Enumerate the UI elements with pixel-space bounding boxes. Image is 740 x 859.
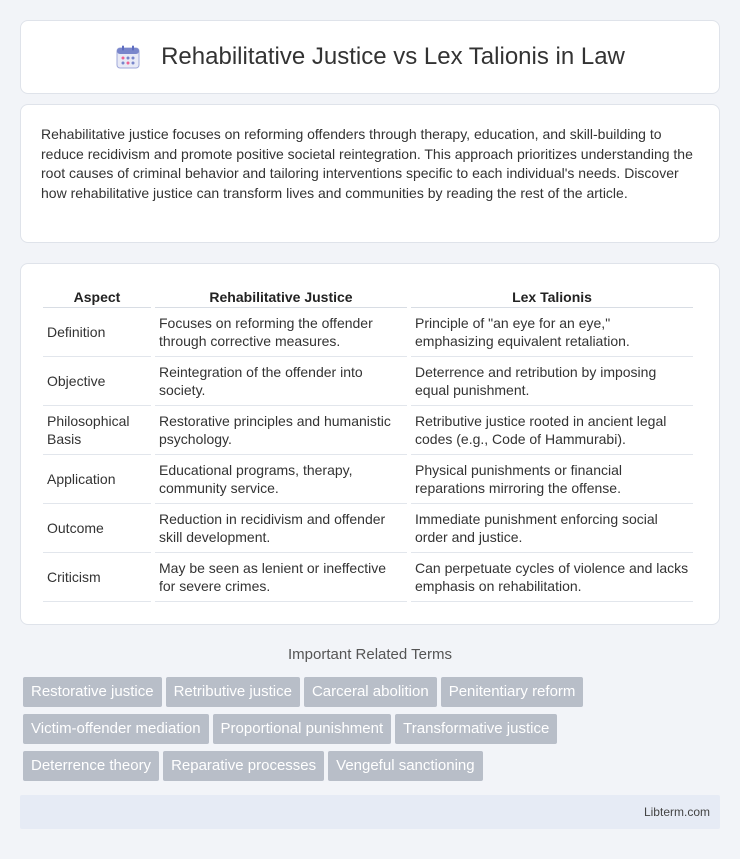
- related-terms-title: Important Related Terms: [288, 646, 452, 663]
- table-row: [43, 504, 693, 553]
- row-lex-talionis: Principle of "an eye for an eye," emphasizing equivalent retaliation.: [411, 308, 693, 357]
- header-aspect: Aspect: [43, 284, 151, 308]
- related-term-tag[interactable]: Penitentiary reform: [441, 677, 584, 707]
- row-rehabilitative: Reduction in recidivism and offender skill development.: [155, 504, 407, 553]
- row-rehabilitative: Focuses on reforming the offender through corrective measures.: [155, 308, 407, 357]
- footer-site-link[interactable]: Libterm.com: [643, 805, 710, 819]
- page-title: Rehabilitative Justice vs Lex Talionis in Law: [161, 43, 625, 70]
- row-rehabilitative: Restorative principles and humanistic psychology.: [155, 406, 407, 455]
- row-lex-talionis: Deterrence and retribution by imposing equal punishment.: [411, 357, 693, 406]
- intro-card: [20, 104, 720, 243]
- related-term-tag[interactable]: Retributive justice: [166, 677, 300, 707]
- row-aspect: Philosophical Basis: [43, 406, 151, 455]
- row-lex-talionis: Physical punishments or financial reparations mirroring the offense.: [411, 455, 693, 504]
- table-row: [43, 553, 693, 602]
- row-rehabilitative: Educational programs, therapy, community service.: [155, 455, 407, 504]
- row-aspect: Criticism: [43, 553, 151, 602]
- row-aspect: Application: [43, 455, 151, 504]
- related-term-tag[interactable]: Restorative justice: [23, 677, 162, 707]
- table-row: [43, 308, 693, 357]
- table-header-row: [43, 284, 693, 308]
- row-aspect: Definition: [43, 308, 151, 357]
- row-rehabilitative: May be seen as lenient or ineffective for severe crimes.: [155, 553, 407, 602]
- intro-text: Rehabilitative justice focuses on reforming offenders through therapy, education, and skill-building to reduce recidivism and promote positive societal reintegration. This approach prioritizes understanding the root causes of criminal behavior and tailoring interventions specific to each individual's needs. Discover how rehabilitative justice can transform lives and communities by reading the rest of the article.: [41, 126, 693, 201]
- related-term-tag[interactable]: Carceral abolition: [304, 677, 437, 707]
- row-lex-talionis: Can perpetuate cycles of violence and lacks emphasis on rehabilitation.: [411, 553, 693, 602]
- table-row: [43, 357, 693, 406]
- related-term-tag[interactable]: Deterrence theory: [23, 751, 159, 781]
- row-aspect: Outcome: [43, 504, 151, 553]
- related-term-tag[interactable]: Proportional punishment: [213, 714, 392, 744]
- related-term-tag[interactable]: Reparative processes: [163, 751, 324, 781]
- calendar-icon: [115, 44, 141, 70]
- related-term-tag[interactable]: Victim-offender mediation: [23, 714, 209, 744]
- header-card: [20, 20, 720, 94]
- row-aspect: Objective: [43, 357, 151, 406]
- related-term-tag[interactable]: Transformative justice: [395, 714, 557, 744]
- comparison-table: [39, 284, 697, 602]
- table-row: [43, 406, 693, 455]
- row-lex-talionis: Immediate punishment enforcing social order and justice.: [411, 504, 693, 553]
- footer-bar: [20, 795, 720, 829]
- related-term-tag[interactable]: Vengeful sanctioning: [328, 751, 482, 781]
- header-lex-talionis: Lex Talionis: [411, 284, 693, 308]
- comparison-table-card: [20, 263, 720, 625]
- table-row: [43, 455, 693, 504]
- related-terms-list: [23, 677, 723, 788]
- header-rehabilitative-justice: Rehabilitative Justice: [155, 284, 407, 308]
- row-rehabilitative: Reintegration of the offender into society.: [155, 357, 407, 406]
- row-lex-talionis: Retributive justice rooted in ancient legal codes (e.g., Code of Hammurabi).: [411, 406, 693, 455]
